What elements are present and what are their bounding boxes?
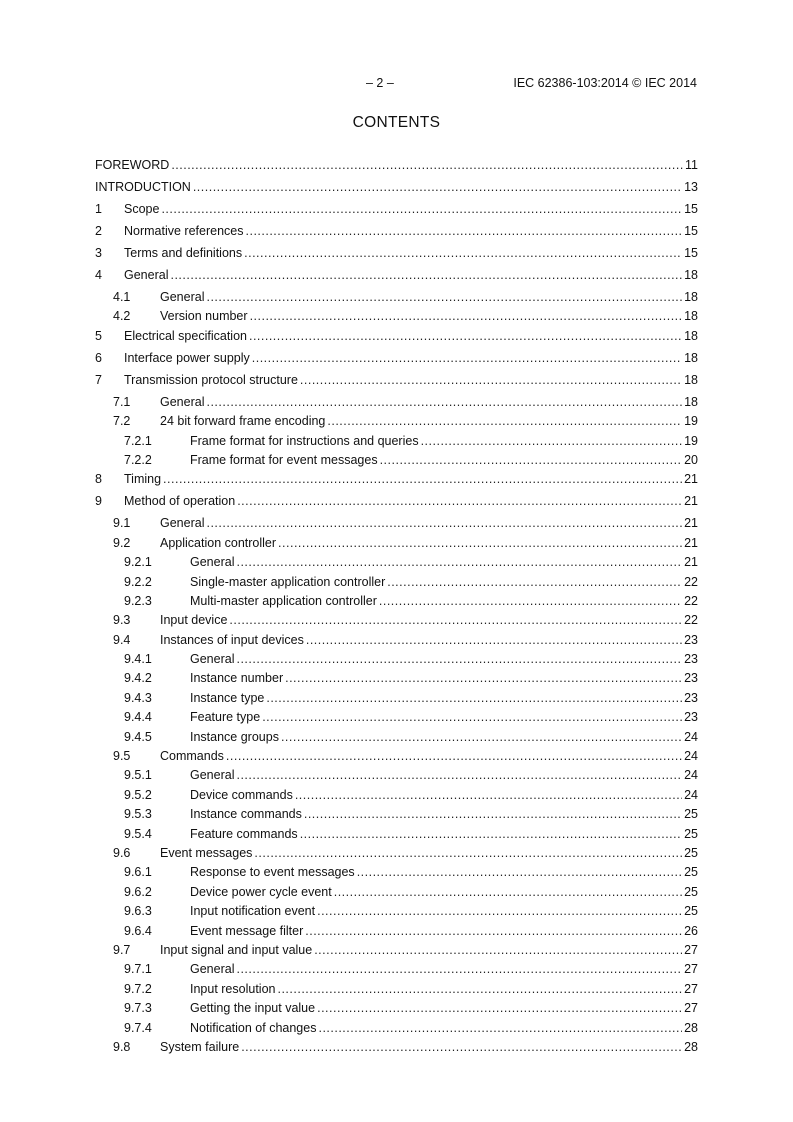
toc-entry-page: 25 bbox=[684, 826, 698, 841]
toc-entry[interactable] bbox=[95, 827, 698, 846]
toc-entry-number: 9.2.3 bbox=[124, 593, 152, 608]
toc-dot-leader bbox=[229, 613, 682, 628]
toc-entry-title: INTRODUCTION bbox=[95, 180, 191, 194]
toc-entry[interactable] bbox=[95, 613, 698, 632]
toc-entry-title: General bbox=[160, 290, 205, 304]
toc-entry[interactable] bbox=[95, 290, 698, 309]
toc-entry-page: 18 bbox=[684, 394, 698, 409]
toc-entry-title: Instance groups bbox=[190, 729, 279, 744]
toc-entry-title: Instance number bbox=[190, 671, 284, 686]
toc-entry[interactable] bbox=[95, 494, 698, 516]
toc-entry-page: 21 bbox=[684, 535, 698, 550]
toc-entry-page: 25 bbox=[684, 904, 698, 919]
toc-dot-leader bbox=[237, 494, 682, 509]
toc-entry-number: 7 bbox=[95, 372, 102, 387]
toc-entry-number: 9.1 bbox=[113, 516, 131, 531]
toc-entry-title: Single-master application controller bbox=[190, 574, 386, 589]
toc-entry-page: 27 bbox=[684, 981, 698, 996]
toc-entry-title: Device commands bbox=[190, 787, 293, 802]
toc-entry-page: 15 bbox=[684, 246, 698, 260]
toc-entry-number: 9.7 bbox=[113, 942, 131, 957]
toc-entry-page: 18 bbox=[684, 309, 698, 324]
toc-entry-title: Input resolution bbox=[190, 981, 276, 996]
toc-entry[interactable] bbox=[95, 633, 698, 652]
toc-entry-page: 15 bbox=[684, 224, 698, 238]
toc-entry-number: 9.4 bbox=[113, 632, 131, 647]
toc-dot-leader bbox=[314, 943, 682, 958]
toc-entry[interactable] bbox=[95, 180, 698, 202]
toc-entry-number: 9.7.1 bbox=[124, 962, 152, 977]
toc-entry[interactable] bbox=[95, 373, 698, 395]
toc-entry-page: 23 bbox=[684, 690, 698, 705]
page-header bbox=[0, 76, 793, 92]
toc-entry-number: 4 bbox=[95, 268, 102, 282]
toc-entry[interactable] bbox=[95, 268, 698, 290]
toc-entry-page: 24 bbox=[684, 787, 698, 802]
toc-entry-title: Transmission protocol structure bbox=[124, 372, 298, 387]
toc-dot-leader bbox=[278, 536, 682, 551]
toc-entry[interactable] bbox=[95, 536, 698, 555]
toc-dot-leader bbox=[226, 749, 682, 764]
toc-entry-title: Terms and definitions bbox=[124, 246, 243, 260]
toc-dot-leader bbox=[236, 652, 682, 667]
toc-entry-page: 25 bbox=[684, 807, 698, 822]
toc-dot-leader bbox=[317, 1001, 682, 1016]
toc-dot-leader bbox=[246, 224, 683, 239]
toc-entry-page: 18 bbox=[684, 350, 698, 365]
toc-dot-leader bbox=[206, 290, 682, 305]
toc-entry-title: Input device bbox=[160, 613, 228, 628]
toc-dot-leader bbox=[252, 351, 682, 366]
toc-entry[interactable] bbox=[95, 575, 698, 594]
toc-entry-number: 9.5.4 bbox=[124, 826, 152, 841]
toc-entry[interactable] bbox=[95, 807, 698, 826]
toc-entry-page: 11 bbox=[685, 158, 698, 172]
toc-entry[interactable] bbox=[95, 309, 698, 328]
toc-entry-number: 9.5.1 bbox=[124, 768, 152, 783]
toc-entry-title: General bbox=[190, 652, 235, 667]
toc-entry-page: 21 bbox=[684, 494, 698, 509]
toc-entry[interactable] bbox=[95, 982, 698, 1001]
toc-entry-page: 23 bbox=[684, 710, 698, 725]
toc-dot-leader bbox=[244, 246, 682, 261]
toc-entry-number: 9.4.4 bbox=[124, 710, 152, 725]
toc-dot-leader bbox=[300, 373, 682, 388]
toc-entry-title: Instance type bbox=[190, 690, 265, 705]
toc-entry-page: 15 bbox=[684, 202, 698, 216]
toc-entry-page: 18 bbox=[684, 268, 698, 282]
toc-entry[interactable] bbox=[95, 730, 698, 749]
toc-entry-page: 21 bbox=[684, 516, 698, 531]
toc-entry-page: 18 bbox=[684, 328, 698, 343]
toc-entry-page: 20 bbox=[684, 452, 698, 467]
toc-entry[interactable] bbox=[95, 202, 698, 224]
toc-dot-leader bbox=[161, 202, 682, 217]
toc-entry[interactable] bbox=[95, 414, 698, 433]
toc-dot-leader bbox=[387, 575, 682, 590]
toc-entry[interactable] bbox=[95, 594, 698, 613]
toc-entry-number: 4.1 bbox=[113, 290, 131, 304]
toc-dot-leader bbox=[193, 180, 682, 195]
toc-entry-title: Input signal and input value bbox=[160, 942, 313, 957]
document-reference: IEC 62386-103:2014 © IEC 2014 bbox=[513, 76, 697, 90]
toc-entry-title: Event message filter bbox=[190, 923, 304, 938]
toc-entry-number: 3 bbox=[95, 246, 102, 260]
toc-entry-number: 7.1 bbox=[113, 394, 131, 409]
toc-dot-leader bbox=[285, 671, 682, 686]
toc-entry[interactable] bbox=[95, 691, 698, 710]
toc-entry[interactable] bbox=[95, 652, 698, 671]
toc-entry[interactable] bbox=[95, 846, 698, 865]
toc-entry-number: 9.6.3 bbox=[124, 904, 152, 919]
toc-entry-title: Input notification event bbox=[190, 904, 316, 919]
toc-entry[interactable] bbox=[95, 555, 698, 574]
toc-entry-title: Device power cycle event bbox=[190, 884, 332, 899]
toc-entry-number: 9.5.2 bbox=[124, 787, 152, 802]
toc-entry-title: Event messages bbox=[160, 845, 253, 860]
toc-entry[interactable] bbox=[95, 1021, 698, 1040]
toc-dot-leader bbox=[327, 414, 682, 429]
toc-dot-leader bbox=[241, 1040, 682, 1055]
toc-entry-page: 27 bbox=[684, 962, 698, 977]
toc-entry[interactable] bbox=[95, 329, 698, 351]
toc-entry-page: 28 bbox=[684, 1039, 698, 1054]
toc-entry[interactable] bbox=[95, 1001, 698, 1020]
toc-entry-page: 24 bbox=[684, 749, 698, 764]
toc-dot-leader bbox=[305, 924, 682, 939]
toc-entry-page: 18 bbox=[684, 372, 698, 387]
toc-dot-leader bbox=[300, 827, 682, 842]
toc-entry-page: 26 bbox=[684, 923, 698, 938]
toc-entry-number: 9.7.3 bbox=[124, 1001, 152, 1016]
toc-dot-leader bbox=[262, 710, 682, 725]
toc-entry-title: General bbox=[190, 962, 235, 977]
toc-dot-leader bbox=[163, 472, 682, 487]
table-of-contents bbox=[95, 158, 698, 1059]
toc-entry[interactable] bbox=[95, 246, 698, 268]
toc-dot-leader bbox=[206, 516, 682, 531]
toc-entry-page: 22 bbox=[684, 593, 698, 608]
toc-entry[interactable] bbox=[95, 453, 698, 472]
toc-dot-leader bbox=[379, 594, 682, 609]
toc-dot-leader bbox=[281, 730, 682, 745]
toc-entry-title: Frame format for event messages bbox=[190, 452, 378, 467]
toc-entry-number: 1 bbox=[95, 202, 102, 216]
toc-entry-number: 6 bbox=[95, 350, 102, 365]
toc-dot-leader bbox=[295, 788, 682, 803]
toc-entry[interactable] bbox=[95, 395, 698, 414]
toc-entry-title: Electrical specification bbox=[124, 328, 247, 343]
toc-entry[interactable] bbox=[95, 788, 698, 807]
toc-entry[interactable] bbox=[95, 671, 698, 690]
toc-entry-title: General bbox=[190, 768, 235, 783]
toc-entry[interactable] bbox=[95, 1040, 698, 1059]
toc-entry-page: 21 bbox=[684, 472, 698, 487]
toc-entry-page: 27 bbox=[684, 1001, 698, 1016]
toc-entry-number: 2 bbox=[95, 224, 102, 238]
toc-entry-title: Application controller bbox=[160, 535, 277, 550]
toc-entry-number: 9.6 bbox=[113, 845, 131, 860]
toc-entry-page: 19 bbox=[684, 433, 698, 448]
toc-entry[interactable] bbox=[95, 351, 698, 373]
toc-dot-leader bbox=[380, 453, 683, 468]
toc-dot-leader bbox=[236, 555, 682, 570]
toc-entry-page: 25 bbox=[684, 884, 698, 899]
toc-entry[interactable] bbox=[95, 749, 698, 768]
toc-entry-title: Feature commands bbox=[190, 826, 298, 841]
toc-dot-leader bbox=[236, 962, 682, 977]
toc-entry[interactable] bbox=[95, 962, 698, 981]
toc-entry-number: 9.8 bbox=[113, 1039, 131, 1054]
toc-entry-number: 9.6.2 bbox=[124, 884, 152, 899]
contents-title: CONTENTS bbox=[352, 114, 441, 131]
toc-entry-page: 24 bbox=[684, 768, 698, 783]
toc-entry-title: FOREWORD bbox=[95, 158, 170, 172]
toc-entry-title: Method of operation bbox=[124, 494, 236, 509]
toc-entry-title: Getting the input value bbox=[190, 1001, 316, 1016]
toc-entry-number: 5 bbox=[95, 328, 102, 343]
toc-entry[interactable] bbox=[95, 943, 698, 962]
toc-entry-number: 9.7.4 bbox=[124, 1020, 152, 1035]
toc-entry-title: General bbox=[190, 555, 235, 570]
toc-entry[interactable] bbox=[95, 158, 698, 180]
toc-entry-number: 7.2.2 bbox=[124, 452, 152, 467]
toc-entry-number: 9.7.2 bbox=[124, 981, 152, 996]
toc-entry-page: 23 bbox=[684, 652, 698, 667]
toc-entry-page: 23 bbox=[684, 671, 698, 686]
toc-dot-leader bbox=[334, 885, 682, 900]
toc-dot-leader bbox=[170, 268, 682, 283]
toc-entry-page: 19 bbox=[684, 414, 698, 429]
toc-entry-number: 9.4.2 bbox=[124, 671, 152, 686]
toc-entry[interactable] bbox=[95, 472, 698, 494]
toc-dot-leader bbox=[206, 395, 682, 410]
toc-dot-leader bbox=[357, 865, 682, 880]
toc-entry-page: 24 bbox=[684, 729, 698, 744]
toc-entry[interactable] bbox=[95, 768, 698, 787]
toc-dot-leader bbox=[277, 982, 682, 997]
toc-entry-page: 22 bbox=[684, 613, 698, 628]
toc-entry-number: 9.4.3 bbox=[124, 690, 152, 705]
toc-dot-leader bbox=[306, 633, 682, 648]
toc-entry-page: 25 bbox=[684, 865, 698, 880]
toc-entry-number: 9.4.1 bbox=[124, 652, 152, 667]
toc-dot-leader bbox=[249, 329, 682, 344]
toc-dot-leader bbox=[236, 768, 682, 783]
toc-entry-title: General bbox=[160, 516, 205, 531]
toc-entry-title: Normative references bbox=[124, 224, 244, 238]
toc-entry[interactable] bbox=[95, 904, 698, 923]
toc-entry-title: Commands bbox=[160, 749, 224, 764]
toc-dot-leader bbox=[254, 846, 682, 861]
toc-entry[interactable] bbox=[95, 924, 698, 943]
toc-entry-number: 9.2.2 bbox=[124, 574, 152, 589]
toc-entry-title: Scope bbox=[124, 202, 160, 216]
toc-entry[interactable] bbox=[95, 434, 698, 453]
toc-entry-page: 18 bbox=[684, 290, 698, 304]
toc-entry-title: Version number bbox=[160, 309, 248, 324]
toc-dot-leader bbox=[421, 434, 683, 449]
toc-entry-page: 22 bbox=[684, 574, 698, 589]
toc-entry-number: 8 bbox=[95, 472, 102, 487]
toc-dot-leader bbox=[250, 309, 683, 324]
toc-entry-title: Feature type bbox=[190, 710, 261, 725]
toc-dot-leader bbox=[171, 158, 683, 173]
toc-entry-page: 25 bbox=[684, 845, 698, 860]
toc-entry-title: System failure bbox=[160, 1039, 240, 1054]
toc-entry[interactable] bbox=[95, 516, 698, 535]
toc-entry-number: 7.2 bbox=[113, 414, 131, 429]
toc-entry-page: 13 bbox=[684, 180, 698, 194]
toc-entry-number: 9.5.3 bbox=[124, 807, 152, 822]
toc-dot-leader bbox=[317, 904, 682, 919]
toc-entry-title: Instances of input devices bbox=[160, 632, 304, 647]
toc-entry-title: 24 bit forward frame encoding bbox=[160, 414, 326, 429]
toc-entry-page: 28 bbox=[684, 1020, 698, 1035]
toc-entry[interactable] bbox=[95, 885, 698, 904]
toc-entry-title: General bbox=[160, 394, 205, 409]
toc-entry-title: Multi-master application controller bbox=[190, 593, 377, 608]
toc-dot-leader bbox=[318, 1021, 682, 1036]
toc-entry-number: 9.6.4 bbox=[124, 923, 152, 938]
toc-entry-number: 4.2 bbox=[113, 309, 131, 324]
toc-entry-number: 9.4.5 bbox=[124, 729, 152, 744]
toc-entry-number: 9.2 bbox=[113, 535, 131, 550]
page-number: – 2 – bbox=[366, 76, 394, 90]
toc-entry-title: Instance commands bbox=[190, 807, 302, 822]
toc-entry[interactable] bbox=[95, 224, 698, 246]
toc-entry-number: 9.6.1 bbox=[124, 865, 152, 880]
toc-entry-number: 9 bbox=[95, 494, 102, 509]
toc-dot-leader bbox=[266, 691, 682, 706]
toc-entry-page: 23 bbox=[684, 632, 698, 647]
toc-entry-page: 27 bbox=[684, 942, 698, 957]
toc-entry-title: Interface power supply bbox=[124, 350, 250, 365]
toc-entry-title: Response to event messages bbox=[190, 865, 355, 880]
toc-entry-title: Notification of changes bbox=[190, 1020, 317, 1035]
toc-entry-page: 21 bbox=[684, 555, 698, 570]
toc-entry-title: General bbox=[124, 268, 169, 282]
toc-entry-title: Timing bbox=[124, 472, 162, 487]
toc-entry-title: Frame format for instructions and queries bbox=[190, 433, 419, 448]
toc-entry-number: 9.2.1 bbox=[124, 555, 152, 570]
toc-dot-leader bbox=[304, 807, 682, 822]
toc-entry-number: 9.5 bbox=[113, 749, 131, 764]
toc-entry-number: 7.2.1 bbox=[124, 433, 152, 448]
toc-entry[interactable] bbox=[95, 710, 698, 729]
toc-entry-number: 9.3 bbox=[113, 613, 131, 628]
toc-entry[interactable] bbox=[95, 865, 698, 884]
